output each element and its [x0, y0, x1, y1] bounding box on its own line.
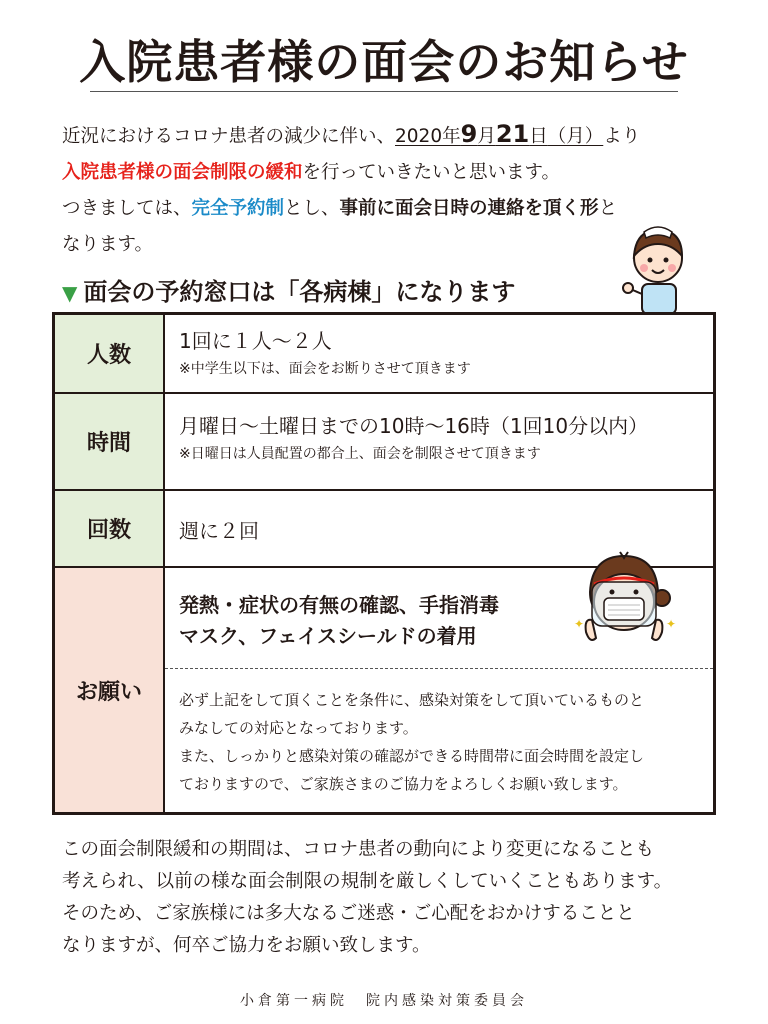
dashed-divider	[165, 668, 713, 669]
closing-line: そのため、ご家族様には多大なるご迷惑・ご心配をおかけすることと	[62, 903, 635, 924]
row-label: 人数	[55, 315, 165, 392]
intro-line-1	[62, 116, 722, 155]
row-label: 時間	[55, 394, 165, 489]
date-month: 9	[460, 120, 478, 148]
intro-text: つきましては、	[62, 198, 192, 219]
intro-text: 近況におけるコロナ患者の減少に伴い、	[62, 126, 396, 147]
svg-text:✦: ✦	[666, 617, 677, 631]
date-day: 21	[495, 120, 530, 148]
row-label: お願い	[55, 568, 165, 812]
explanation-line: 必ず上記をして頂くことを条件に、感染対策をして頂いているものと	[179, 691, 645, 709]
relaxation-highlight: 入院患者様の面会制限の緩和	[62, 162, 303, 183]
intro-text: と	[598, 198, 618, 219]
nurse-illustration	[622, 222, 694, 314]
row-note: ※中学生以下は、面会をお断りさせて頂きます	[179, 361, 471, 377]
precaution-line: マスク、フェイスシールドの着用	[179, 624, 477, 648]
date-month-unit: 月	[477, 126, 496, 147]
closing-line: なりますが、何卒ご協力をお願い致します。	[62, 935, 431, 956]
intro-line-4: なります。	[62, 234, 154, 255]
row-content	[179, 515, 703, 544]
svg-text:✦: ✦	[574, 617, 585, 631]
section-heading	[62, 272, 515, 307]
row-content	[179, 325, 703, 378]
footer-organization: 小倉第一病院 院内感染対策委員会	[240, 993, 528, 1009]
closing-line: この面会制限緩和の期間は、コロナ患者の動向により変更になることも	[62, 839, 655, 860]
table-row-people	[55, 315, 713, 394]
masked-person-illustration	[568, 548, 680, 664]
section-heading-text: 面会の予約窓口は「各病棟」になります	[83, 278, 516, 306]
intro-text: とし、	[284, 198, 340, 219]
row-main-text: 月曜日～土曜日までの10時～16時（1回10分以内）	[179, 414, 649, 438]
date-day-unit: 日	[529, 126, 548, 147]
table-row-time	[55, 394, 713, 491]
row-content	[179, 410, 703, 463]
precaution-line: 発熱・症状の有無の確認、手指消毒	[179, 593, 499, 617]
announcement-date	[395, 120, 604, 148]
date-weekday: （月）	[547, 126, 604, 147]
row-note: ※日曜日は人員配置の都合上、面会を制限させて頂きます	[179, 446, 541, 462]
explanation-line: ておりますので、ご家族さまのご協力をよろしくお願い致します。	[179, 775, 628, 793]
title-underline	[90, 91, 678, 92]
contact-emphasis: 事前に面会日時の連絡を頂く形	[339, 198, 599, 219]
explanation-line: また、しっかりと感染対策の確認ができる時間帯に面会時間を設定し	[179, 747, 645, 765]
intro-text: を行っていきたいと思います。	[302, 162, 561, 183]
intro-line-2	[62, 155, 722, 191]
date-year: 2020年	[395, 126, 461, 147]
reservation-highlight: 完全予約制	[191, 198, 285, 219]
triangle-bullet-icon: ▼	[62, 281, 78, 305]
page-title: 入院患者様の面会のお知らせ	[79, 35, 689, 89]
explanation-line: みなしての対応となっております。	[179, 719, 418, 737]
row-label: 回数	[55, 491, 165, 566]
closing-line: 考えられ、以前の様な面会制限の規制を厳しくしていくこともあります。	[62, 871, 673, 892]
row-main-text: 1回に１人～２人	[179, 329, 332, 353]
row-main-text: 週に２回	[179, 519, 259, 543]
request-explanation	[179, 686, 697, 798]
closing-paragraph	[62, 834, 722, 962]
intro-text: より	[603, 126, 641, 147]
